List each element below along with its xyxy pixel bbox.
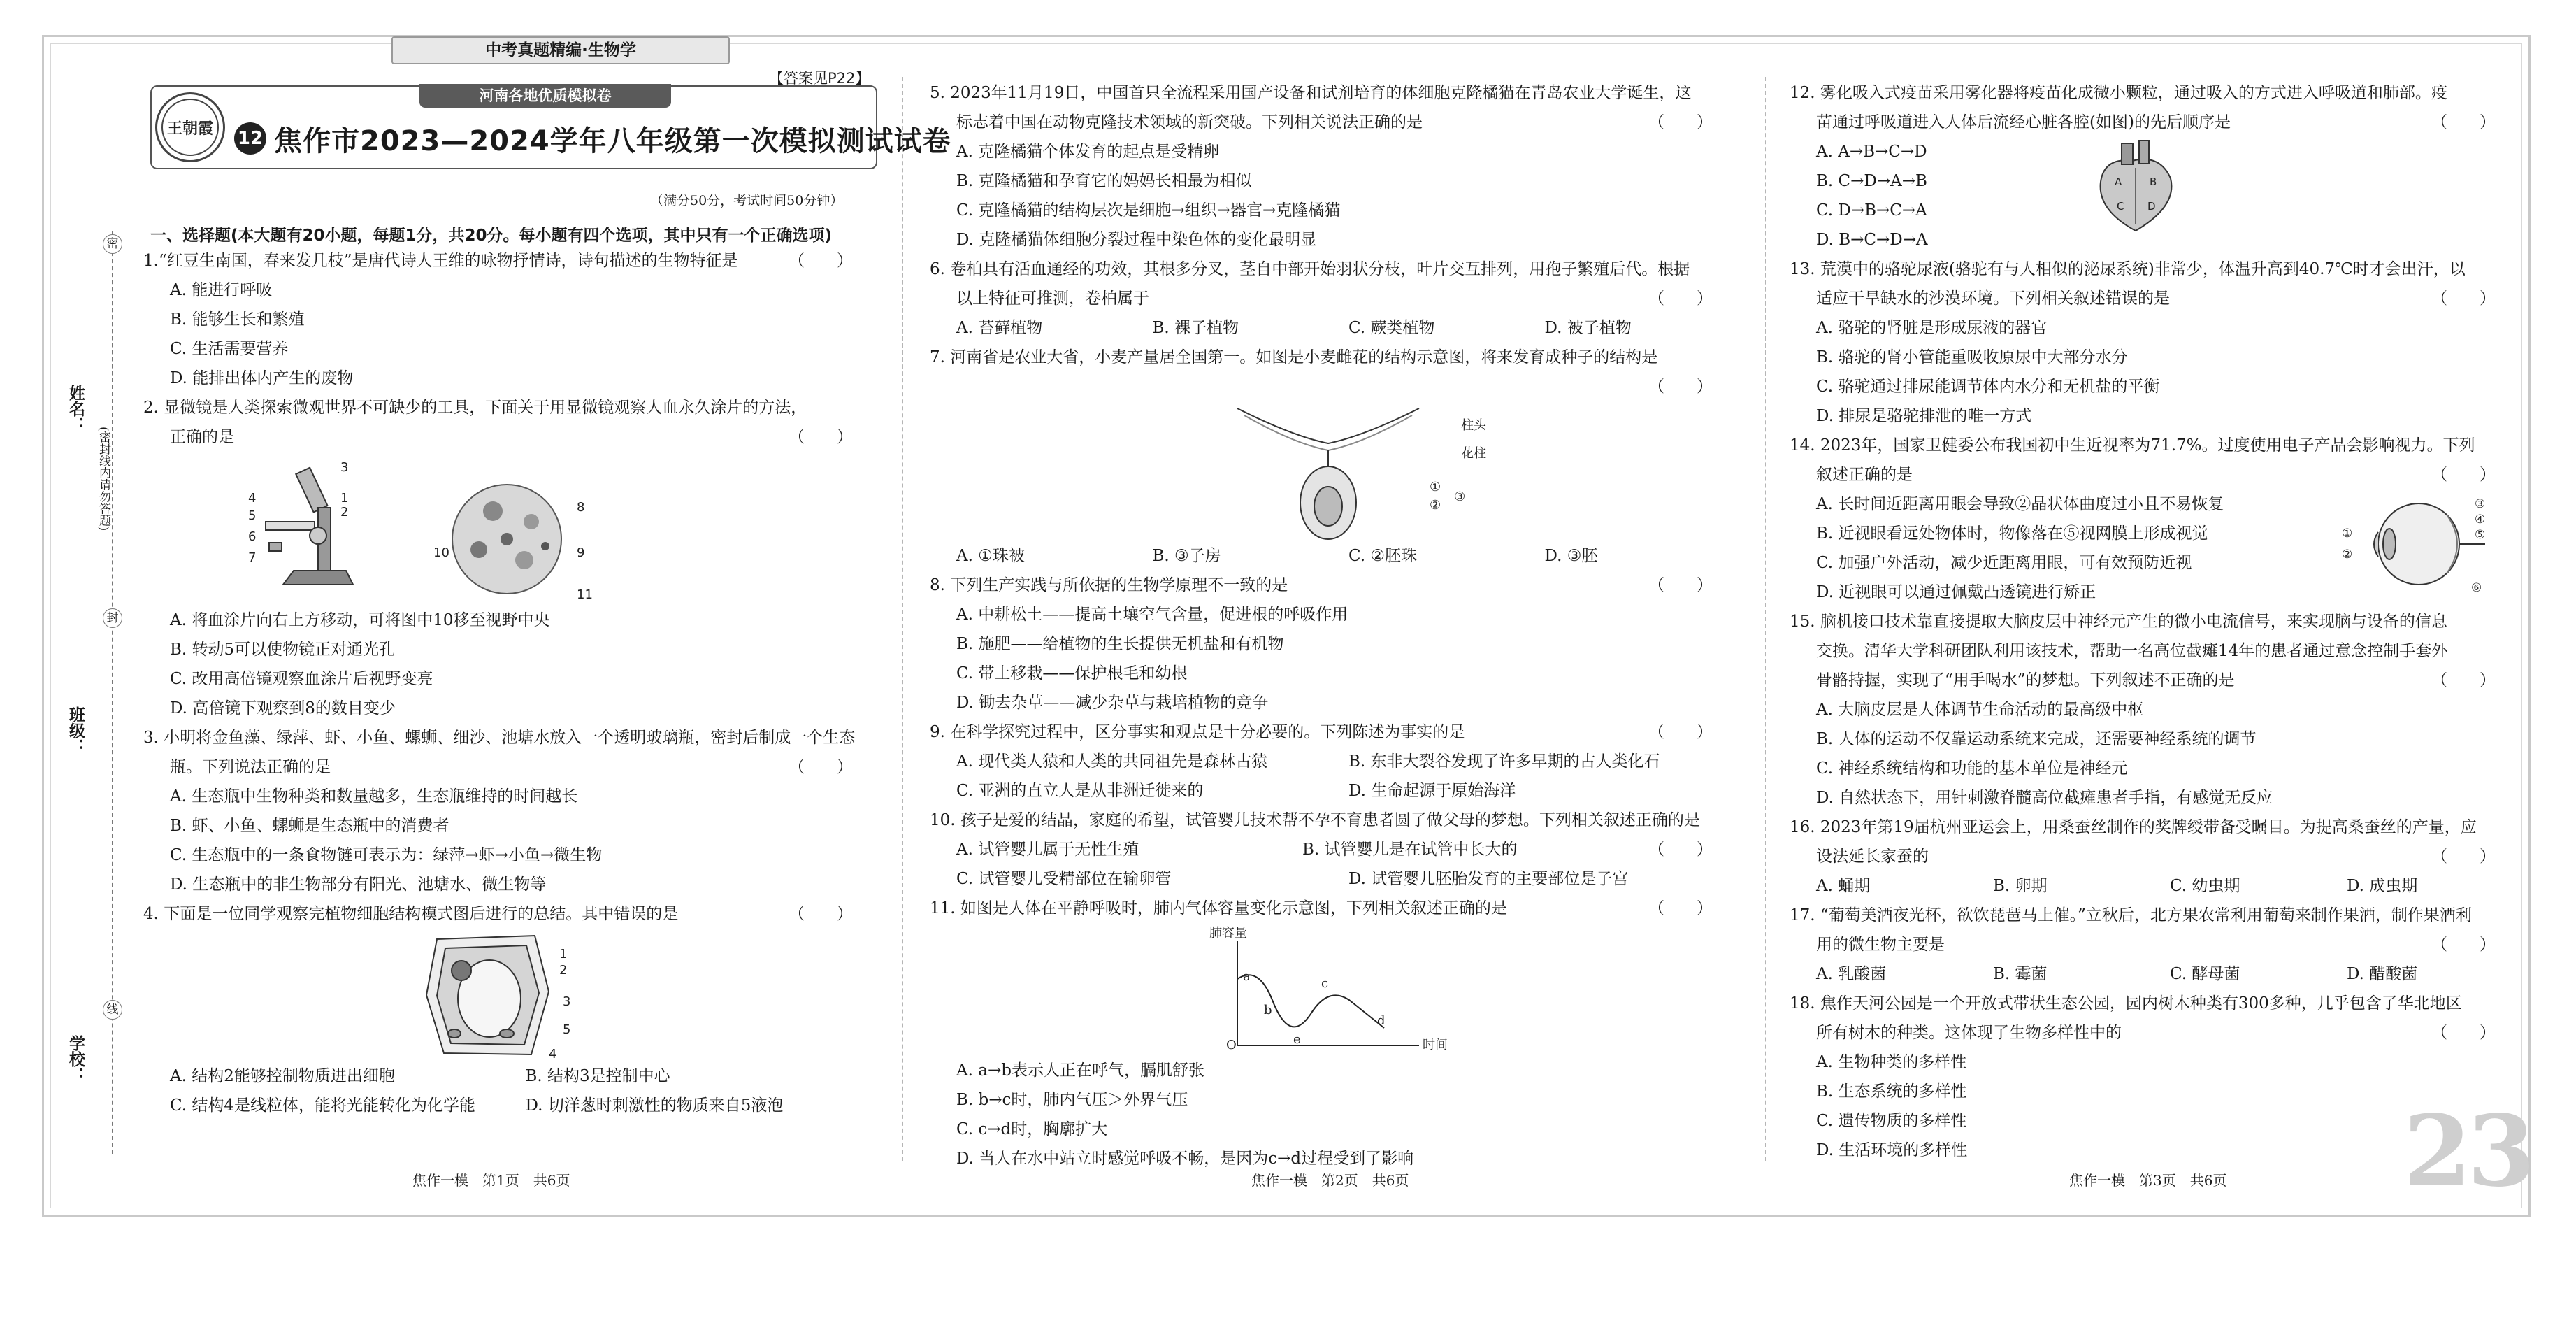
lung-volume-graph-icon: [1237, 941, 1419, 1045]
question-stem-cont: 设法延长家蚕的: [1816, 848, 1929, 866]
question-stem: 2. 显微镜是人类探索微观世界不可缺少的工具，下面关于用显微镜观察人血永久涂片的方法，: [143, 399, 807, 417]
option: C. D→B→C→A: [1816, 201, 1927, 220]
option: D. 切洋葱时刺激性的物质来自5液泡: [525, 1096, 784, 1115]
option: D. 克隆橘猫体细胞分裂过程中染色体的变化最明显: [956, 231, 1317, 249]
figure-label: ⑤: [2475, 528, 2486, 542]
option: A. 苔藓植物: [956, 319, 1043, 337]
option: B. ③子房: [1152, 547, 1221, 565]
column-divider: [1765, 77, 1766, 1161]
option: C. 结构4是线粒体，能将光能转化为化学能: [170, 1096, 476, 1115]
column-2: [930, 78, 1741, 1169]
question-stem: 13. 荒漠中的骆驼尿液(骆驼有与人相似的泌尿系统)非常少，体温升高到40.7℃时才会出汗，以: [1790, 260, 2466, 278]
figure-label: 4: [549, 1047, 557, 1061]
question-stem-cont: 交换。清华大学科研团队利用该技术，帮助一名高位截瘫14年的患者通过意念控制手套外: [1816, 642, 2448, 660]
option: B. 施肥——给植物的生长提供无机盐和有机物: [956, 635, 1284, 653]
question-stem-cont: 以上特征可推测，卷柏属于: [956, 289, 1149, 308]
figure-label: 1: [559, 947, 568, 961]
question-stem-cont: 适应干旱缺水的沙漠环境。下列相关叙述错误的是: [1816, 289, 2170, 308]
option: D. B→C→D→A: [1816, 231, 1928, 249]
answer-blank: （ ）: [789, 758, 853, 776]
question-stem: 18. 焦作天河公园是一个开放式带状生态公园，园内树木种类有300多种，几乎包含了华北地区: [1790, 994, 2462, 1013]
question-stem-cont: 正确的是: [170, 428, 234, 446]
question-stem-cont: 瓶。下列说法正确的是: [170, 758, 331, 776]
option: A. 现代类人猿和人类的共同祖先是森林古猿: [956, 752, 1268, 771]
class-label: 班级：: [66, 706, 85, 755]
question-stem: 16. 2023年第19届杭州亚运会上，用桑蚕丝制作的奖牌绶带备受瞩目。为提高桑蚕丝的产量，应: [1790, 818, 2477, 836]
option: C. 骆驼通过排尿能调节体内水分和无机盐的平衡: [1816, 378, 2160, 396]
figure-label: a: [1243, 969, 1251, 984]
option: A. 骆驼的肾脏是形成尿液的器官: [1816, 319, 2048, 337]
answer-blank: （ ）: [1648, 723, 1713, 741]
option: D. 排尿是骆驼排泄的唯一方式: [1816, 407, 2032, 425]
option: B. 试管婴儿是在试管中长大的: [1302, 841, 1518, 859]
answer-blank: （ ）: [2431, 466, 2496, 484]
question-11: [930, 894, 1741, 1173]
option: D. 近视眼可以通过佩戴凸透镜进行矫正: [1816, 583, 2096, 601]
svg-text:王朝霞: 王朝霞: [166, 120, 214, 138]
figure-label: 柱头: [1461, 418, 1486, 433]
answer-blank: （ ）: [789, 905, 853, 923]
seal-mark: 密: [103, 234, 122, 254]
eye-figure: [2328, 494, 2496, 599]
wheat-pistil-icon: [1237, 408, 1419, 539]
score-note: （满分50分，考试时间50分钟）: [650, 193, 844, 208]
option: B. 生态系统的多样性: [1816, 1082, 1967, 1101]
figure-label: 时间: [1423, 1038, 1448, 1052]
figure-label: ⑥: [2471, 581, 2482, 595]
figure-label: c: [1321, 976, 1329, 991]
question-stem: 3. 小明将金鱼藻、绿萍、虾、小鱼、螺蛳、细沙、池塘水放入一个透明玻璃瓶，密封后制成一个生态: [143, 729, 856, 747]
option: A. 长时间近距离用眼会导致②晶状体曲度过小且不易恢复: [1816, 495, 2224, 513]
option: D. 试管婴儿胚胎发育的主要部位是子宫: [1348, 870, 1629, 888]
logo-emblem-icon: [157, 94, 223, 160]
option: D. 生活环境的多样性: [1816, 1141, 1968, 1159]
figure-label: 4: [248, 491, 257, 506]
question-stem: 7. 河南省是农业大省，小麦产量居全国第一。如图是小麦雌花的结构示意图，将来发育成种子的结构是: [930, 348, 1658, 366]
plant-cell-icon: [426, 936, 549, 1054]
answer-blank: （ ）: [1648, 899, 1713, 917]
question-stem-cont: 所有树木的种类。这体现了生物多样性中的: [1816, 1024, 2122, 1042]
answer-reference: 【答案见P22】: [769, 70, 870, 87]
figure-label: 2: [340, 505, 349, 520]
figure-label: O: [1226, 1038, 1237, 1052]
option: A. 克隆橘猫个体发育的起点是受精卵: [956, 143, 1220, 161]
answer-blank: （ ）: [789, 252, 853, 270]
option: C. 幼虫期: [2170, 877, 2240, 895]
figure-label: ①: [2342, 527, 2353, 541]
option: C. 蕨类植物: [1348, 319, 1435, 337]
answer-blank: （ ）: [2431, 1024, 2496, 1042]
option: C. 带土移栽——保护根毛和幼根: [956, 664, 1188, 682]
question-5: [930, 78, 1741, 255]
page-footer: 焦作一模 第1页 共6页: [412, 1172, 570, 1189]
question-stem: 9. 在科学探究过程中，区分事实和观点是十分必要的。下列陈述为事实的是: [930, 723, 1465, 741]
option: A. 试管婴儿属于无性生殖: [956, 841, 1139, 859]
option: C. 克隆橘猫的结构层次是细胞→组织→器官→克隆橘猫: [956, 201, 1341, 220]
answer-blank: （ ）: [1648, 378, 1713, 396]
option: B. 人体的运动不仅靠运动系统来完成，还需要神经系统的调节: [1816, 730, 2257, 748]
lung-volume-figure: [930, 923, 1699, 1056]
publisher-logo: [155, 92, 225, 162]
seal-note: (密封线内请勿答题): [96, 427, 110, 531]
option: D. 生态瓶中的非生物部分有阳光、池塘水、微生物等: [170, 875, 547, 894]
option: A. 结构2能够控制物质进出细胞: [170, 1067, 395, 1085]
option: D. 被子植物: [1544, 319, 1632, 337]
figure-label: 5: [563, 1022, 571, 1037]
section-heading: 一、选择题(本大题有20小题，每题1分，共20分。每小题有四个选项，其中只有一个正确选项): [150, 227, 833, 245]
microscope-icon: [266, 468, 353, 585]
question-stem: 1.“红豆生南国，春来发几枝”是唐代诗人王维的咏物抒情诗，诗句描述的生物特征是: [143, 252, 738, 270]
option: A. 中耕松土——提高土壤空气含量，促进根的呼吸作用: [956, 606, 1348, 624]
answer-blank: （ ）: [2431, 848, 2496, 866]
option: C. 生活需要营养: [170, 340, 289, 358]
figure-label: C: [2117, 200, 2124, 213]
question-stem: 10. 孩子是爱的结晶，家庭的希望，试管婴儿技术帮不孕不育患者圆了做父母的梦想。下列相关叙述正确的是: [930, 811, 1700, 829]
page-number: 23: [2403, 1094, 2531, 1209]
question-stem: 11. 如图是人体在平静呼吸时，肺内气体容量变化示意图，下列相关叙述正确的是: [930, 899, 1507, 917]
question-16: [1790, 813, 2524, 901]
figure-label: 11: [577, 587, 593, 602]
option: B. 结构3是控制中心: [525, 1067, 670, 1085]
option: B. 骆驼的肾小管能重吸收原尿中大部分水分: [1816, 348, 2128, 366]
figure-label: D: [2147, 200, 2156, 213]
figure-label: 8: [577, 500, 585, 515]
answer-blank: （ ）: [1648, 113, 1713, 131]
option: A. A→B→C→D: [1816, 143, 1927, 161]
school-label: 学校：: [66, 1035, 85, 1083]
question-4: [143, 899, 881, 1120]
figure-label: 2: [559, 963, 568, 978]
option: C. 神经系统结构和功能的基本单位是神经元: [1816, 759, 2128, 778]
option: D. 醋酸菌: [2347, 965, 2418, 983]
figure-label: B: [2150, 176, 2157, 188]
option: A. ①珠被: [956, 547, 1025, 565]
question-stem-cont: 标志着中国在动物克隆技术领域的新突破。下列相关说法正确的是: [956, 113, 1423, 131]
question-6: [930, 255, 1741, 343]
answer-blank: （ ）: [2431, 113, 2496, 131]
figure-label: A: [2115, 176, 2122, 188]
option: D. 成虫期: [2347, 877, 2418, 895]
heart-icon: [2101, 140, 2172, 231]
option: C. 生态瓶中的一条食物链可表示为：绿萍→虾→小鱼→微生物: [170, 846, 603, 864]
name-label: 姓名：: [66, 385, 85, 433]
series-band: 中考真题精编·生物学: [391, 36, 730, 64]
question-1: [143, 246, 881, 393]
option: D. ③胚: [1544, 547, 1598, 565]
eyeball-icon: [2374, 503, 2485, 585]
option: B. 转动5可以使物镜正对通光孔: [170, 641, 396, 659]
figure-label: 肺容量: [1209, 926, 1247, 941]
option: B. 东非大裂谷发现了许多早期的古人类化石: [1348, 752, 1660, 771]
option: A. 大脑皮层是人体调节生命活动的最高级中枢: [1816, 701, 2144, 719]
question-stem: 17. “葡萄美酒夜光杯，欲饮琵琶马上催。”立秋后，北方果农常利用葡萄来制作果酒，制作果酒利: [1790, 906, 2472, 924]
question-stem: 5. 2023年11月19日，中国首只全流程采用国产设备和试剂培育的体细胞克隆橘猫在青岛农业大学诞生，这: [930, 84, 1692, 102]
option: B. 能够生长和繁殖: [170, 310, 305, 329]
figure-label: ③: [1454, 489, 1466, 504]
figure-label: b: [1264, 1003, 1272, 1017]
blood-smear-icon: [452, 485, 561, 594]
figure-label: 花柱: [1461, 446, 1486, 461]
question-17: [1790, 901, 2524, 989]
option: D. 锄去杂草——减少杂草与栽培植物的竞争: [956, 694, 1269, 712]
option: B. 霉菌: [1993, 965, 2048, 983]
answer-blank: （ ）: [2431, 936, 2496, 954]
figure-label: ③: [2475, 497, 2486, 511]
answer-blank: （ ）: [1648, 841, 1713, 859]
option: C. 酵母菌: [2170, 965, 2240, 983]
option: A. 能进行呼吸: [170, 281, 273, 299]
option: D. 当人在水中站立时感觉呼吸不畅，是因为c→d过程受到了影响: [956, 1150, 1414, 1168]
option: B. 卵期: [1993, 877, 2048, 895]
option: C. 改用高倍镜观察血涂片后视野变亮: [170, 670, 433, 688]
question-stem: 8. 下列生产实践与所依据的生物学原理不一致的是: [930, 576, 1288, 594]
seal-mark: 封: [103, 608, 122, 628]
option: A. 乳酸菌: [1816, 965, 1887, 983]
question-stem-cont: 叙述正确的是: [1816, 466, 1913, 484]
wheat-flower-figure: [930, 401, 1699, 541]
figure-label: 3: [340, 460, 349, 475]
question-stem-cont: 苗通过呼吸道进入人体后流经心脏各腔(如图)的先后顺序是: [1816, 113, 2231, 131]
question-9: [930, 717, 1741, 806]
option: A. a→b表示人正在呼气，膈肌舒张: [956, 1061, 1204, 1080]
figure-label: 6: [248, 529, 257, 544]
figure-label: 10: [433, 545, 449, 560]
exam-banner: 河南各地优质模拟卷: [419, 84, 671, 108]
option: C. 亚洲的直立人是从非洲迁徙来的: [956, 782, 1204, 800]
question-stem: 15. 脑机接口技术靠直接提取大脑皮层中神经元产生的微小电流信号，来实现脑与设备的信息: [1790, 613, 2447, 631]
heart-figure: [2083, 140, 2188, 238]
option: B. 近视眼看远处物体时，物像落在⑤视网膜上形成视觉: [1816, 524, 2208, 543]
option: A. 蛹期: [1816, 877, 1871, 895]
question-stem: 4. 下面是一位同学观察完植物细胞结构模式图后进行的总结。其中错误的是: [143, 905, 679, 923]
question-8: [930, 571, 1741, 717]
answer-blank: （ ）: [2431, 289, 2496, 308]
option: C. 试管婴儿受精部位在输卵管: [956, 870, 1172, 888]
figure-label: 5: [248, 508, 257, 523]
option: B. C→D→A→B: [1816, 172, 1927, 190]
figure-label: 9: [577, 545, 585, 560]
figure-label: d: [1377, 1013, 1386, 1028]
question-10: [930, 806, 1741, 894]
answer-blank: （ ）: [2431, 671, 2496, 689]
figure-label: ①: [1430, 480, 1441, 494]
question-3: [143, 723, 881, 899]
exam-title: 焦作市2023—2024学年八年级第一次模拟测试试卷: [274, 125, 951, 157]
question-7: [930, 343, 1741, 571]
plant-cell-figure: [143, 929, 842, 1061]
question-2: [143, 393, 881, 723]
exam-number-badge: 12: [234, 122, 266, 155]
option: B. 裸子植物: [1152, 319, 1239, 337]
option: C. c→d时，胸廓扩大: [956, 1120, 1108, 1138]
question-12: [1790, 78, 2524, 255]
question-stem: 14. 2023年，国家卫健委公布我国初中生近视率为71.7%。过度使用电子产品会影响视力。下列: [1790, 436, 2475, 455]
question-stem: 12. 雾化吸入式疫苗采用雾化器将疫苗化成微小颗粒，通过吸入的方式进入呼吸道和肺部。疫: [1790, 84, 2447, 102]
option: B. b→c时，肺内气压＞外界气压: [956, 1091, 1188, 1109]
option: D. 自然状态下，用针刺激脊髓高位截瘫患者手指，有感觉无反应: [1816, 789, 2273, 807]
question-stem-cont: 用的微生物主要是: [1816, 936, 1945, 954]
option: A. 将血涂片向右上方移动，可将图中10移至视野中央: [170, 611, 550, 629]
figure-label: 3: [563, 994, 571, 1009]
question-stem-cont: 骨骼持握，实现了“用手喝水”的梦想。下列叙述不正确的是: [1816, 671, 2235, 689]
option: D. 高倍镜下观察到8的数目变少: [170, 699, 396, 717]
option: D. 能排出体内产生的废物: [170, 369, 354, 387]
answer-blank: （ ）: [1648, 289, 1713, 308]
figure-label: e: [1293, 1032, 1301, 1047]
page-footer: 焦作一模 第2页 共6页: [1251, 1172, 1409, 1189]
figure-label: 1: [340, 491, 349, 506]
option: D. 生命起源于原始海洋: [1348, 782, 1516, 800]
column-3: [1790, 78, 2524, 1169]
option: C. 遗传物质的多样性: [1816, 1112, 1967, 1130]
figure-label: ②: [1430, 498, 1441, 513]
figure-label: ④: [2475, 513, 2486, 527]
option: C. ②胚珠: [1348, 547, 1418, 565]
option: C. 加强户外活动，减少近距离用眼，可有效预防近视: [1816, 554, 2192, 572]
option: B. 克隆橘猫和孕育它的妈妈长相最为相似: [956, 172, 1252, 190]
figure-label: ②: [2342, 548, 2353, 562]
answer-blank: （ ）: [1648, 576, 1713, 594]
page-footer: 焦作一模 第3页 共6页: [2069, 1172, 2227, 1189]
column-divider: [902, 77, 903, 1161]
answer-blank: （ ）: [789, 428, 853, 446]
option: A. 生物种类的多样性: [1816, 1053, 1967, 1071]
microscope-figure: [143, 452, 842, 606]
question-15: [1790, 607, 2524, 813]
figure-label: 7: [248, 550, 257, 565]
question-13: [1790, 255, 2524, 431]
option: A. 生态瓶中生物种类和数量越多，生态瓶维持的时间越长: [170, 787, 578, 806]
option: B. 虾、小鱼、螺蛳是生态瓶中的消费者: [170, 817, 449, 835]
question-14: [1790, 431, 2524, 607]
question-stem: 6. 卷柏具有活血通经的功效，其根多分叉，茎自中部开始羽状分枝，叶片交互排列，用孢子繁殖后代。根据: [930, 260, 1690, 278]
seal-mark: 线: [103, 1000, 122, 1020]
